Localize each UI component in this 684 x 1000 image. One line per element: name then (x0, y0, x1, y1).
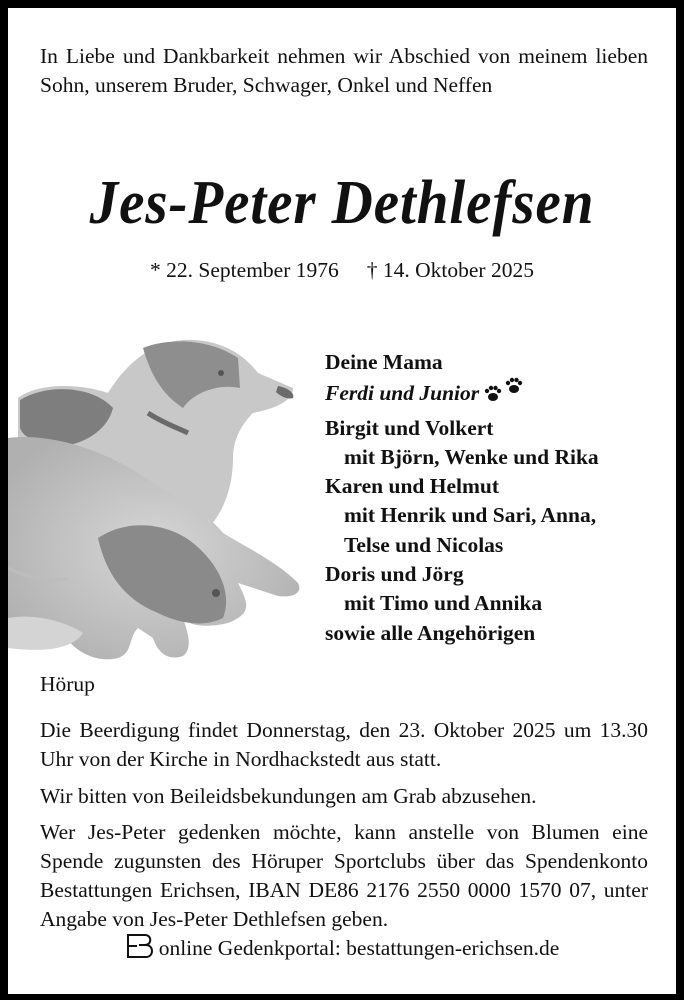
portal-link[interactable]: online Gedenkportal: bestattungen-erichsen.de (158, 935, 560, 960)
intro-text: In Liebe und Dankbarkeit nehmen wir Abschied von meinem lieben Sohn, unserem Bruder, Schwager, Onkel und Neffen (40, 44, 648, 97)
dogs-photo-icon (8, 328, 308, 668)
paw-prints-icon (483, 377, 525, 413)
family-line: Karen und Helmut (325, 474, 500, 499)
death-date: † 14. Oktober 2025 (366, 258, 534, 282)
family-line: Birgit und Volkert (325, 415, 494, 440)
family-line-pets (325, 377, 599, 413)
deceased-name: Jes-Peter Dethlefsen (89, 169, 595, 237)
birth-date: * 22. September 1976 (150, 258, 339, 282)
family-line: mit Timo und Annika (344, 591, 543, 616)
life-dates (8, 258, 676, 283)
family-line: mit Björn, Wenke und Rika (344, 444, 599, 469)
funeral-info: Die Beerdigung findet Donnerstag, den 23. Oktober 2025 um 13.30 Uhr von der Kirche in Nordhackstedt aus statt. (40, 718, 648, 771)
pets-names: Ferdi und Junior (325, 381, 480, 406)
family-line: Doris und Jörg (325, 562, 464, 587)
family-list (325, 348, 599, 648)
condolences-note: Wir bitten von Beileidsbekundungen am Grab abzusehen. (40, 784, 537, 808)
family-line: Deine Mama (325, 350, 443, 374)
donation-info: Wer Jes-Peter gedenken möchte, kann anstelle von Blumen eine Spende zugunsten des Höruper Sportclubs über das Spendenkonto Bestattungen Erichsen, IBAN DE86 2176 2550 0000 1570 07, unter Angabe von Jes-Peter Dethlefsen geben. (40, 820, 648, 931)
obituary-notice (8, 8, 676, 994)
dogs-photo (8, 328, 308, 668)
family-line: Telse und Nicolas (344, 532, 504, 557)
eb-logo-icon (125, 932, 155, 968)
memorial-portal-footer (8, 932, 676, 968)
family-line: mit Henrik und Sari, Anna, (344, 503, 597, 528)
family-line: sowie alle Angehörigen (325, 620, 536, 645)
place-name: Hörup (40, 672, 95, 696)
